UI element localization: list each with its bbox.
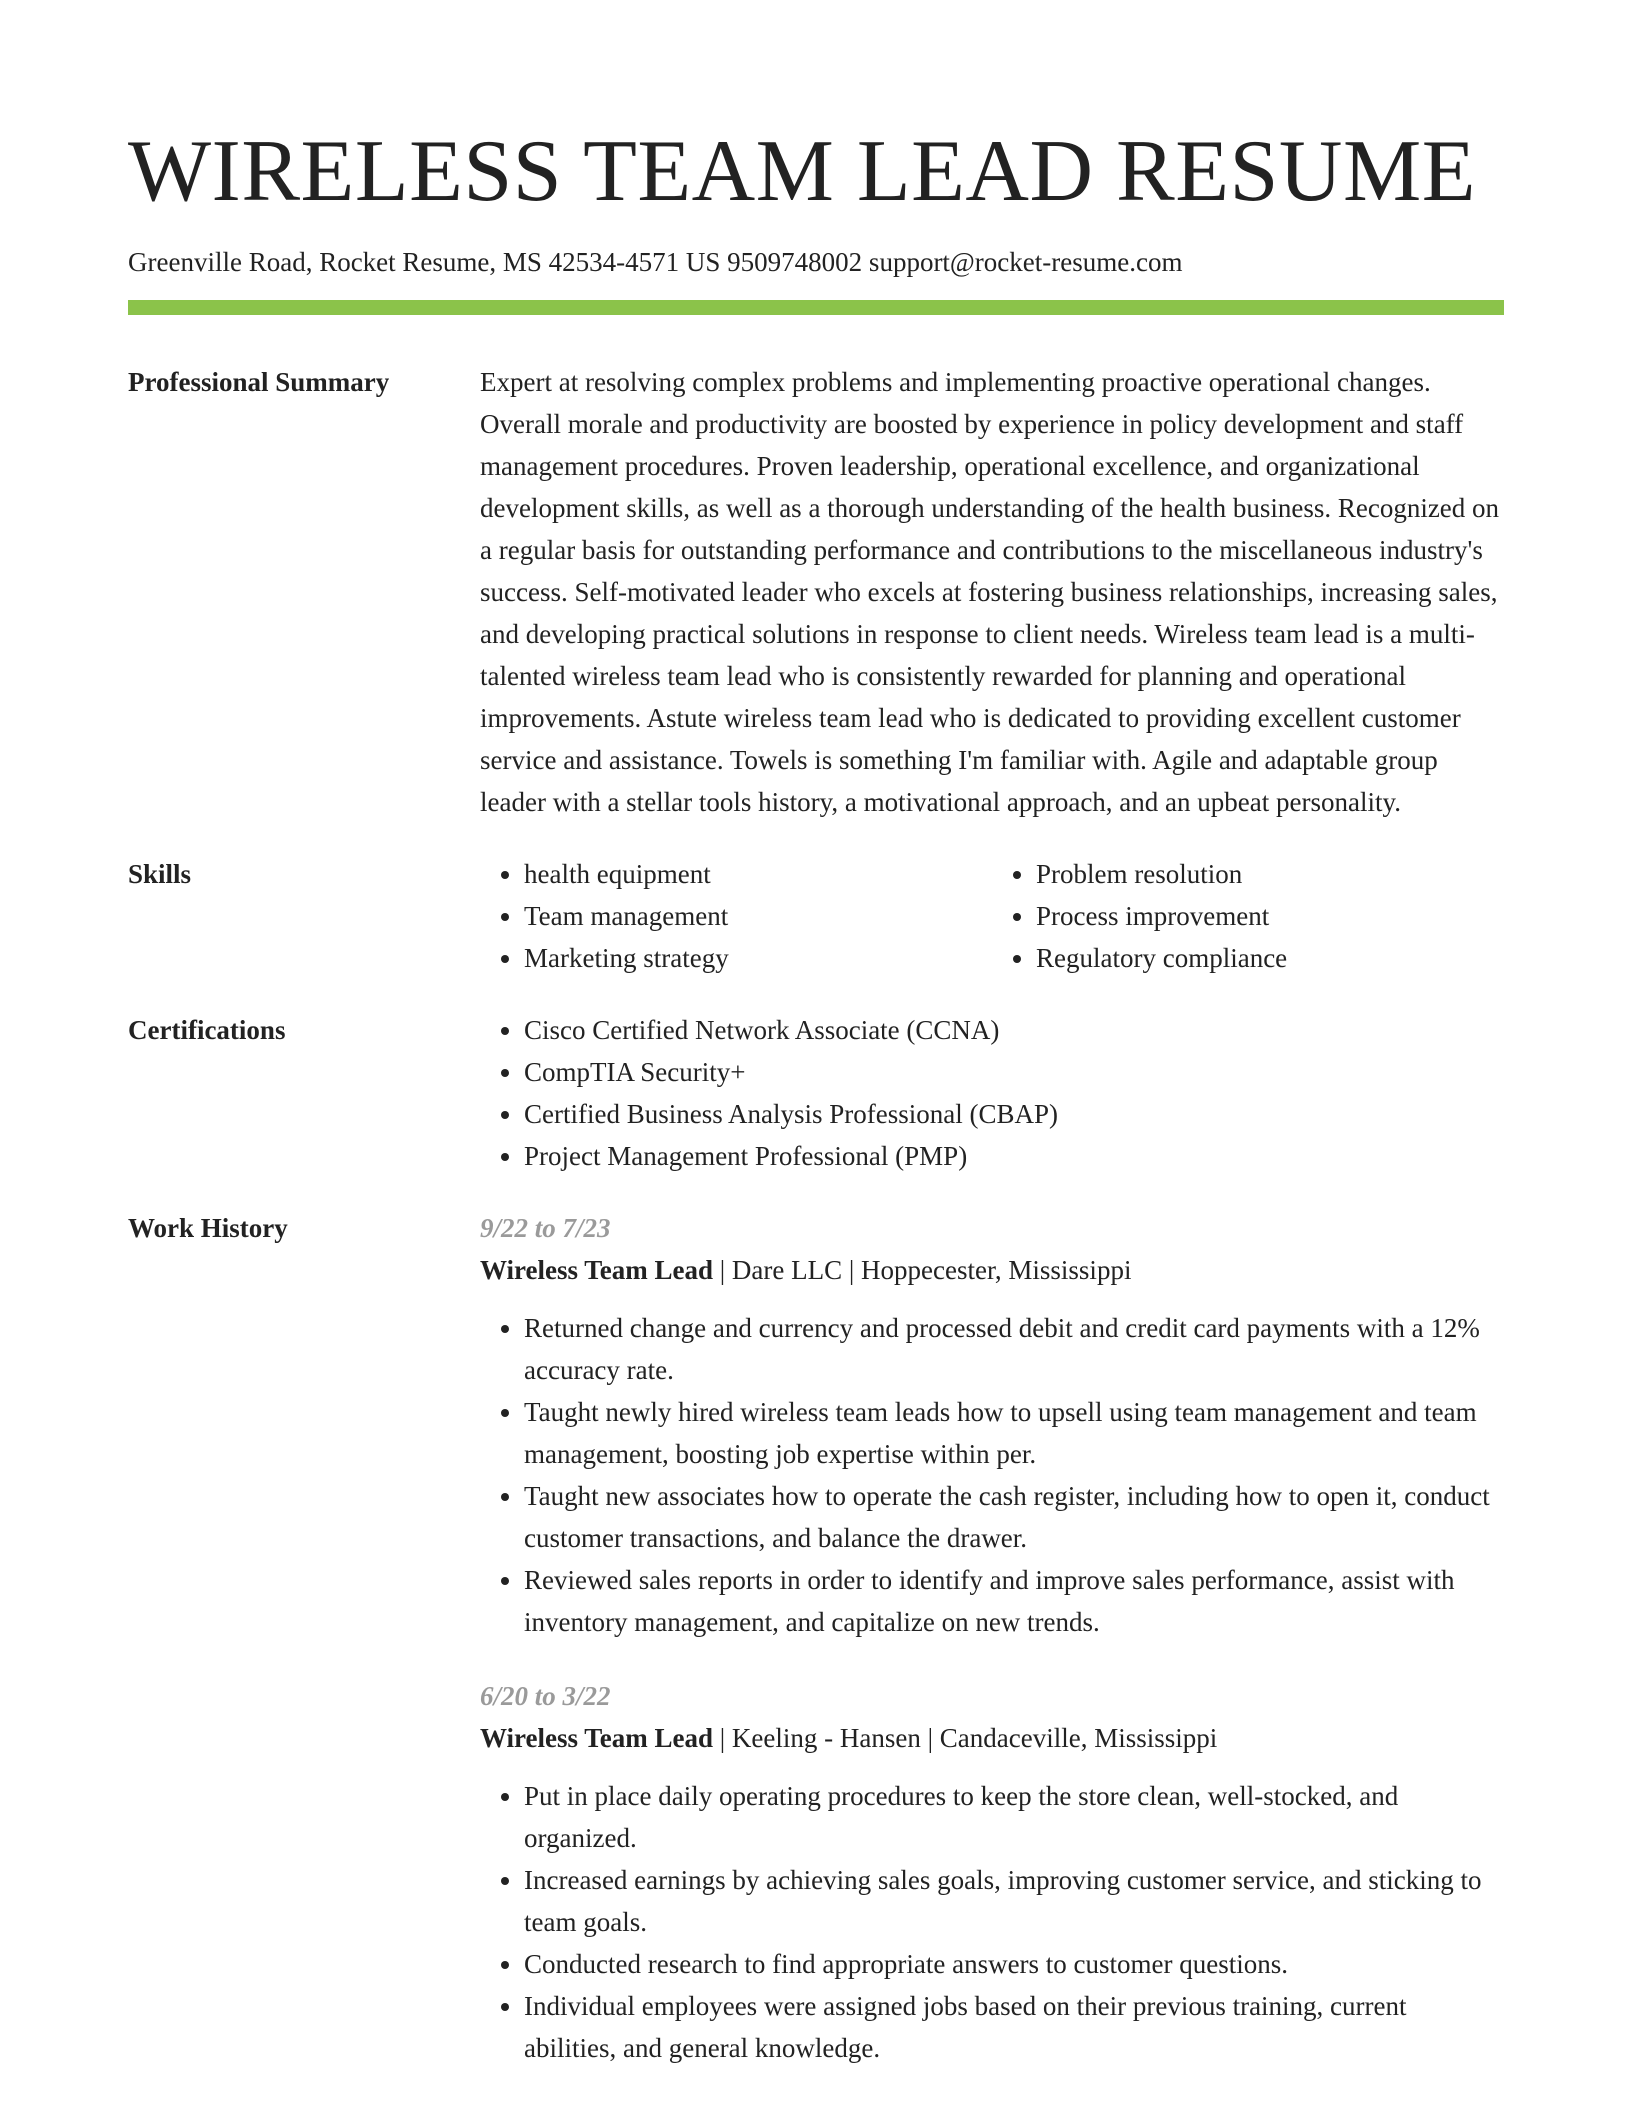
- job-bullet: • Reviewed sales reports in order to identify and improve sales performance, assist with inventory management, and capitalize on new trends.: [524, 1559, 1504, 1643]
- skills-column-right: [992, 853, 1504, 979]
- summary-text: Expert at resolving complex problems and implementing proactive operational changes. Overall morale and productivity are boosted by experience in policy development and staff management procedures. Proven leadership, operational excellence, and organizational development skills, as well as a thorough understanding of the health business. Recognized on a regular basis for outstanding performance and contributions to the miscellaneous industry's success. Self-motivated leader who excels at fostering business relationships, increasing sales, and developing practical solutions in response to client needs. Wireless team lead is a multi-talented wireless team lead who is consistently rewarded for planning and operational improvements. Astute wireless team lead who is dedicated to providing excellent customer service and assistance. Towels is something I'm familiar with. Agile and adaptable group leader with a stellar tools history, a motivational approach, and an upbeat personality.: [480, 367, 1500, 817]
- job-heading: [480, 1249, 1504, 1291]
- job-title: Wireless Team Lead: [480, 1255, 714, 1285]
- skills-section: [128, 853, 1504, 979]
- skills-list: [480, 853, 1504, 979]
- work-history-label: Work History: [128, 1213, 288, 1243]
- work-history-section: [128, 1207, 1504, 2101]
- job-bullet: • Returned change and currency and processed debit and credit card payments with a 12% accuracy rate.: [524, 1307, 1504, 1391]
- skill-item: • Problem resolution: [1036, 853, 1504, 895]
- job-bullets: [480, 1307, 1504, 1643]
- certification-item: • Project Management Professional (PMP): [524, 1135, 1504, 1177]
- job-bullet: • Increased earnings by achieving sales goals, improving customer service, and sticking to team goals.: [524, 1859, 1504, 1943]
- job-bullet: • Taught new associates how to operate the cash register, including how to open it, conduct customer transactions, and balance the drawer.: [524, 1475, 1504, 1559]
- job-details: | Dare LLC | Hoppecester, Mississippi: [713, 1255, 1132, 1285]
- skill-item: • Process improvement: [1036, 895, 1504, 937]
- job-entry: [480, 1207, 1504, 1643]
- job-heading: [480, 1717, 1504, 1759]
- job-details: | Keeling - Hansen | Candaceville, Mississippi: [713, 1723, 1218, 1753]
- certifications-section: [128, 1009, 1504, 1177]
- skill-item: • Marketing strategy: [524, 937, 992, 979]
- job-dates: 6/20 to 3/22: [480, 1681, 611, 1711]
- skill-item: • Team management: [524, 895, 992, 937]
- accent-divider: [128, 300, 1504, 315]
- certifications-list: [480, 1009, 1504, 1177]
- job-bullet: • Taught newly hired wireless team leads how to upsell using team management and team management, boosting job expertise within per.: [524, 1391, 1504, 1475]
- work-history-body: [480, 1207, 1504, 2101]
- job-dates: 9/22 to 7/23: [480, 1213, 611, 1243]
- summary-body: [480, 361, 1504, 823]
- job-bullet: • Conducted research to find appropriate answers to customer questions.: [524, 1943, 1504, 1985]
- certification-item: • Cisco Certified Network Associate (CCNA): [524, 1009, 1504, 1051]
- skills-column-left: [480, 853, 992, 979]
- resume-title: WIRELESS TEAM LEAD RESUME: [128, 123, 1476, 220]
- certification-item: • CompTIA Security+: [524, 1051, 1504, 1093]
- summary-label: Professional Summary: [128, 367, 390, 397]
- certifications-label: Certifications: [128, 1015, 286, 1045]
- job-bullets: [480, 1775, 1504, 2069]
- job-bullet: • Put in place daily operating procedures to keep the store clean, well-stocked, and organized.: [524, 1775, 1504, 1859]
- certifications-body: [480, 1009, 1504, 1177]
- job-bullet: • Individual employees were assigned jobs based on their previous training, current abilities, and general knowledge.: [524, 1985, 1504, 2069]
- job-entry: [480, 1675, 1504, 2069]
- summary-section: [128, 361, 1504, 823]
- skills-label: Skills: [128, 859, 192, 889]
- job-title: Wireless Team Lead: [480, 1723, 714, 1753]
- contact-line: Greenville Road, Rocket Resume, MS 42534-4571 US 9509748002 support@rocket-resume.com: [128, 247, 1183, 277]
- skill-item: • Regulatory compliance: [1036, 937, 1504, 979]
- certification-item: • Certified Business Analysis Professional (CBAP): [524, 1093, 1504, 1135]
- skill-item: • health equipment: [524, 853, 992, 895]
